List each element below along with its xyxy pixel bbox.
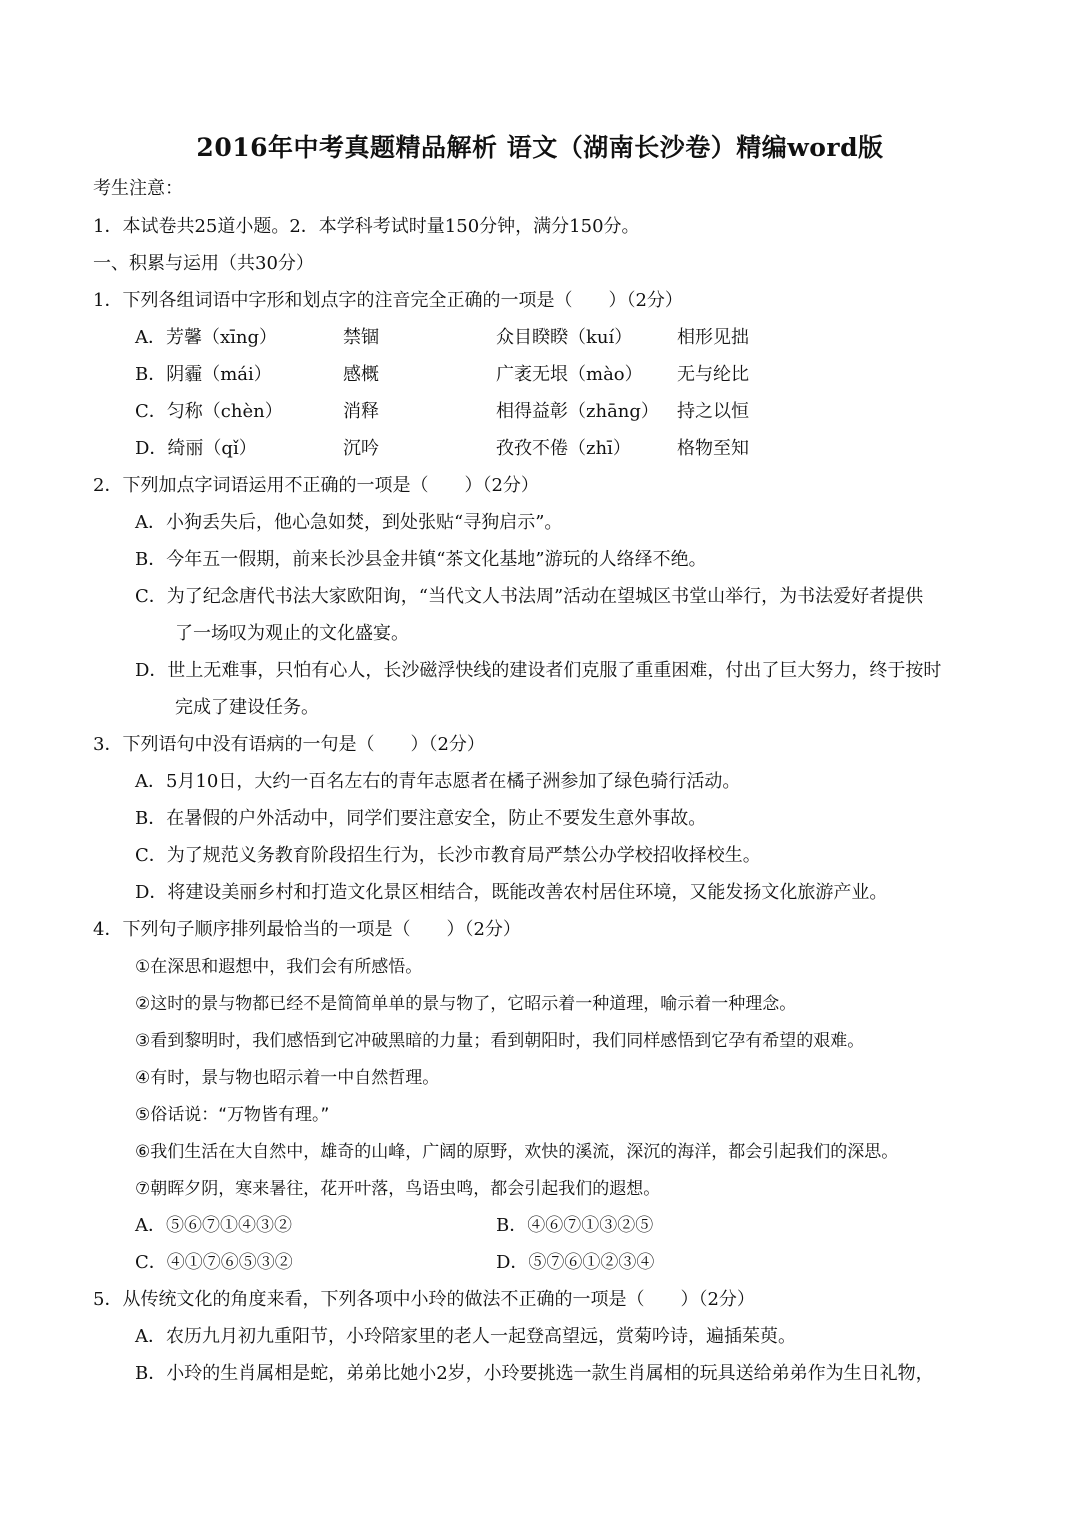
q3-option-b: B．在暑假的户外活动中，同学们要注意安全，防止不要发生意外事故。 (135, 808, 707, 829)
q1-row-a-col4: 相形见拙 (677, 327, 749, 348)
q1-row-c-col2: 消释 (343, 401, 379, 422)
q5-option-b: B．小玲的生肖属相是蛇，弟弟比她小2岁，小玲要挑选一款生肖属相的玩具送给弟弟作为生日礼物， (135, 1363, 934, 1384)
question-2-stem: 2．下列加点字词语运用不正确的一项是（ ）（2分） (93, 475, 539, 496)
q1-row-c-col4: 持之以恒 (677, 401, 749, 422)
q4-option-b: B．④⑥⑦①③②⑤ (496, 1215, 654, 1236)
q4-option-a: A．⑤⑥⑦①④③② (135, 1215, 292, 1236)
q1-row-d-col3: 孜孜不倦（zhī） (496, 438, 631, 459)
q2-option-a: A．小狗丢失后，他心急如焚，到处张贴“寻狗启示”。 (135, 512, 563, 533)
q2-option-b: B．今年五一假期，前来长沙县金井镇“茶文化基地”游玩的人络绎不绝。 (135, 549, 707, 570)
q1-row-d-col2: 沉吟 (343, 438, 379, 459)
q1-row-b-col4: 无与纶比 (677, 364, 749, 385)
q1-row-d-col4: 格物至知 (677, 438, 749, 459)
q1-row-d-col1: D．绮丽（qǐ） (135, 438, 257, 459)
q1-row-b-col1: B．阴霾（mái） (135, 364, 272, 385)
q2-option-d-line1: D．世上无难事，只怕有心人，长沙磁浮快线的建设者们克服了重重困难，付出了巨大努力，终于按时 (135, 660, 942, 681)
q3-option-a: A．5月10日，大约一百名左右的青年志愿者在橘子洲参加了绿色骑行活动。 (135, 771, 741, 792)
question-4-stem: 4．下列句子顺序排列最恰当的一项是（ ）（2分） (93, 919, 521, 940)
q4-option-c: C．④①⑦⑥⑤③② (135, 1252, 293, 1273)
notice-heading: 考生注意： (93, 178, 183, 199)
q3-option-c: C．为了规范义务教育阶段招生行为，长沙市教育局严禁公办学校招收择校生。 (135, 845, 761, 866)
q4-sentence-3: ③看到黎明时，我们感悟到它冲破黑暗的力量；看到朝阳时，我们同样感悟到它孕有希望的艰难。 (135, 1031, 865, 1051)
q1-row-b-col3: 广袤无垠（mào） (496, 364, 643, 385)
question-5-stem: 5．从传统文化的角度来看，下列各项中小玲的做法不正确的一项是（ ）（2分） (93, 1289, 755, 1310)
q1-row-b-col2: 感概 (343, 364, 379, 385)
q1-row-c-col1: C．匀称（chèn） (135, 401, 283, 422)
q4-sentence-5: ⑤俗话说：“万物皆有理。” (135, 1105, 330, 1125)
q1-row-a-col2: 禁锢 (343, 327, 379, 348)
q4-sentence-4: ④有时，景与物也昭示着一中自然哲理。 (135, 1068, 440, 1088)
q3-option-d: D．将建设美丽乡村和打造文化景区相结合，既能改善农村居住环境，又能发扬文化旅游产业。 (135, 882, 888, 903)
q1-row-a-col3: 众目睽睽（kuí） (496, 327, 633, 348)
q4-sentence-2: ②这时的景与物都已经不是简简单单的景与物了，它昭示着一种道理，喻示着一种理念。 (135, 994, 797, 1014)
q2-option-d-line2: 完成了建设任务。 (175, 697, 319, 718)
q1-row-a-col1: A．芳馨（xīng） (135, 327, 278, 348)
question-3-stem: 3．下列语句中没有语病的一句是（ ）（2分） (93, 734, 485, 755)
notice-text: 1．本试卷共25道小题。2．本学科考试时量150分钟，满分150分。 (93, 216, 640, 237)
q4-sentence-7: ⑦朝晖夕阴，寒来暑往，花开叶落，鸟语虫鸣，都会引起我们的遐想。 (135, 1179, 661, 1199)
q4-sentence-6: ⑥我们生活在大自然中，雄奇的山峰，广阔的原野，欢快的溪流，深沉的海洋，都会引起我们的深思。 (135, 1142, 899, 1162)
section-heading-1: 一、积累与运用（共30分） (93, 253, 314, 274)
q1-row-c-col3: 相得益彰（zhāng） (496, 401, 659, 422)
q4-option-d: D．⑤⑦⑥①②③④ (496, 1252, 655, 1273)
q5-option-a: A．农历九月初九重阳节，小玲陪家里的老人一起登高望远，赏菊吟诗，遍插茱萸。 (135, 1326, 796, 1347)
document-title: 2016年中考真题精品解析 语文（湖南长沙卷）精编word版 (196, 133, 884, 162)
question-1-stem: 1．下列各组词语中字形和划点字的注音完全正确的一项是（ ）（2分） (93, 290, 683, 311)
q4-sentence-1: ①在深思和遐想中，我们会有所感悟。 (135, 957, 423, 977)
q2-option-c-line2: 了一场叹为观止的文化盛宴。 (175, 623, 409, 644)
q2-option-c-line1: C．为了纪念唐代书法大家欧阳询，“当代文人书法周”活动在望城区书堂山举行，为书法爱好者提供 (135, 586, 924, 607)
